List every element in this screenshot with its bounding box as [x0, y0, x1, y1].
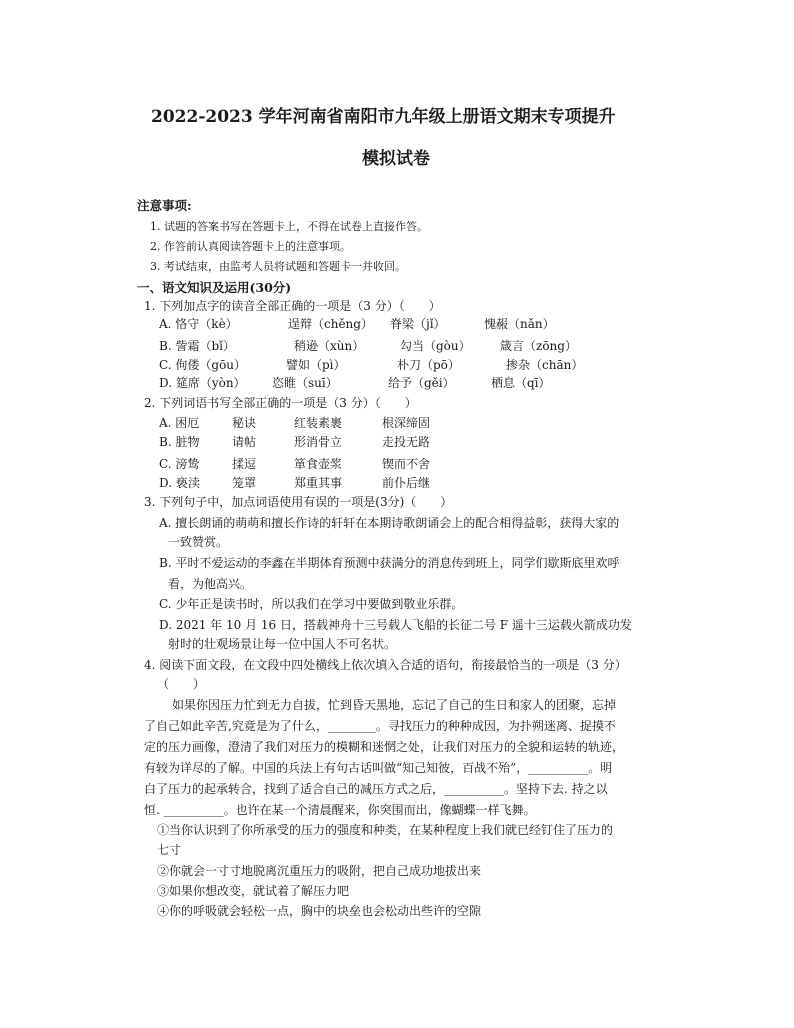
q4-paragraph-line5: 白了压力的起承转合，找到了适合自己的减压方式之后，__________。坚持下去. 持之以: [144, 782, 608, 796]
q1-c-1: C. 佝偻（gōu）: [159, 358, 247, 372]
q4-choice-1-line2: 七寸: [157, 843, 182, 857]
q1-d-2: 恣睢（suī）: [272, 376, 338, 390]
q2-b-4: 走投无路: [382, 435, 431, 449]
q3-option-d-line1: D. 2021 年 10 月 16 日，搭载神舟十三号载人飞船的长征二号 F 遥十三运载火箭成功发: [159, 618, 632, 632]
notice-item-3: 3. 考试结束，由监考人员将试题和答题卡一并收回。: [150, 260, 406, 273]
q4-paragraph-line3: 定的压力画像，澄清了我们对压力的模糊和迷惘之处，让我们对压力的全貌和运转的轨迹，: [144, 740, 625, 754]
q2-c-3: 箪食壶浆: [294, 457, 343, 471]
q3-option-b-line1: B. 平时不爱运动的李鑫在半期体育预测中获满分的消息传到班上，同学们歇斯底里欢呼: [159, 556, 620, 570]
q1-a-2: 逞辩（chěng）: [288, 317, 373, 331]
q3-option-b-line2: 看，为他高兴。: [168, 577, 253, 591]
page-title-line2: 模拟试卷: [362, 149, 430, 169]
q2-d-3: 郑重其事: [294, 476, 343, 490]
q4-paragraph-line2: 了自己如此辛苦,究竟是为了什么，________。寻找压力的种种成因，为扑朔迷离、捉摸不: [144, 719, 616, 733]
q1-a-1: A. 恪守（kè）: [159, 317, 238, 331]
q4-stem-tail: （ ）: [157, 677, 206, 691]
q4-choice-4: ④你的呼吸就会轻松一点，胸中的块垒也会松动出些许的空隙: [157, 904, 482, 918]
q1-c-2: 譬如（pì）: [286, 358, 346, 372]
q2-a-3: 红装素裹: [294, 416, 343, 430]
q1-b-1: B. 訾霜（bǐ）: [159, 339, 235, 353]
q4-choice-2: ②你就会一寸寸地脱离沉重压力的吸附，把自己成功地拔出来: [157, 864, 482, 878]
q4-stem: 4. 阅读下面文段，在文段中四处横线上依次填入合适的语句，衔接最恰当的一项是（3 分）: [144, 658, 627, 672]
q2-b-1: B. 脏物: [159, 435, 200, 449]
q1-c-4: 掺杂（chān）: [506, 358, 584, 372]
page-title-line1: 2022-2023 学年河南省南阳市九年级上册语文期末专项提升: [151, 107, 616, 127]
q1-b-4: 箴言（zōng）: [500, 339, 577, 353]
q1-a-4: 愧赧（nǎn）: [484, 317, 555, 331]
q1-b-2: 稍逊（xùn）: [294, 339, 365, 353]
q1-stem: 1. 下列加点字的读音全部正确的一项是（3 分）（ ）: [144, 299, 441, 313]
q1-a-3: 脊梁（jǐ）: [390, 317, 446, 331]
q3-option-a-line2: 一致赞赏。: [168, 535, 229, 549]
q2-c-4: 锲而不舍: [382, 457, 431, 471]
q1-d-3: 给予（gěi）: [388, 376, 455, 390]
notice-item-2: 2. 作答前认真阅读答题卡上的注意事项。: [150, 240, 351, 253]
q4-paragraph-line4: 有较为详尽的了解。中国的兵法上有句古话叫做“知己知彼，百战不殆”，__________。明: [144, 761, 613, 775]
q2-c-1: C. 滂鸷: [159, 457, 200, 471]
q4-paragraph-line1: 如果你因压力忙到无力自拔，忙到昏天黑地，忘记了自己的生日和家人的团聚，忘掉: [172, 698, 617, 712]
q3-option-c: C. 少年正是读书时，所以我们在学习中要做到敬业乐群。: [159, 597, 464, 611]
q1-b-3: 勾当（gòu）: [400, 339, 471, 353]
q3-stem: 3. 下列句子中，加点词语使用有误的一项是(3分)（ ）: [144, 495, 453, 509]
q2-d-4: 前仆后继: [382, 476, 431, 490]
q2-d-1: D. 亵渎: [159, 476, 200, 490]
q2-stem: 2. 下列词语书写全部正确的一项是（3 分）（ ）: [144, 396, 417, 410]
q2-a-1: A. 困厄: [159, 416, 200, 430]
q4-choice-1-line1: ①当你认识到了你所承受的压力的强度和种类，在某种程度上我们就已经钉住了压力的: [157, 823, 614, 837]
q2-c-2: 揉逗: [232, 457, 257, 471]
q2-a-2: 秘诀: [232, 416, 257, 430]
q2-d-2: 笼罩: [232, 476, 257, 490]
q1-c-3: 朴刀（pō）: [397, 358, 460, 372]
q2-a-4: 根深缔固: [382, 416, 431, 430]
q3-option-d-line2: 射时的壮观场景让每一位中国人不可名状。: [168, 637, 397, 651]
q2-b-3: 形消骨立: [294, 435, 343, 449]
q1-d-4: 栖息（qī）: [491, 376, 551, 390]
q1-d-1: D. 筵席（yòn）: [159, 376, 246, 390]
notice-heading: 注意事项:: [137, 198, 192, 213]
section-heading: 一、语文知识及运用(30分): [137, 280, 292, 295]
q3-option-a-line1: A. 擅长朗诵的萌萌和擅长作诗的轩轩在本期诗歌朗诵会上的配合相得益彰，获得大家的: [159, 516, 620, 530]
notice-item-1: 1. 试题的答案书写在答题卡上，不得在试卷上直接作答。: [150, 220, 428, 233]
q2-b-2: 请帖: [232, 435, 257, 449]
q4-choice-3: ③如果你想改变，就试着了解压力吧: [157, 884, 350, 898]
q4-paragraph-line6: 恒. __________。也许在某一个清晨醒来，你突围而出，像蝴蝶一样飞舞。: [144, 803, 536, 817]
